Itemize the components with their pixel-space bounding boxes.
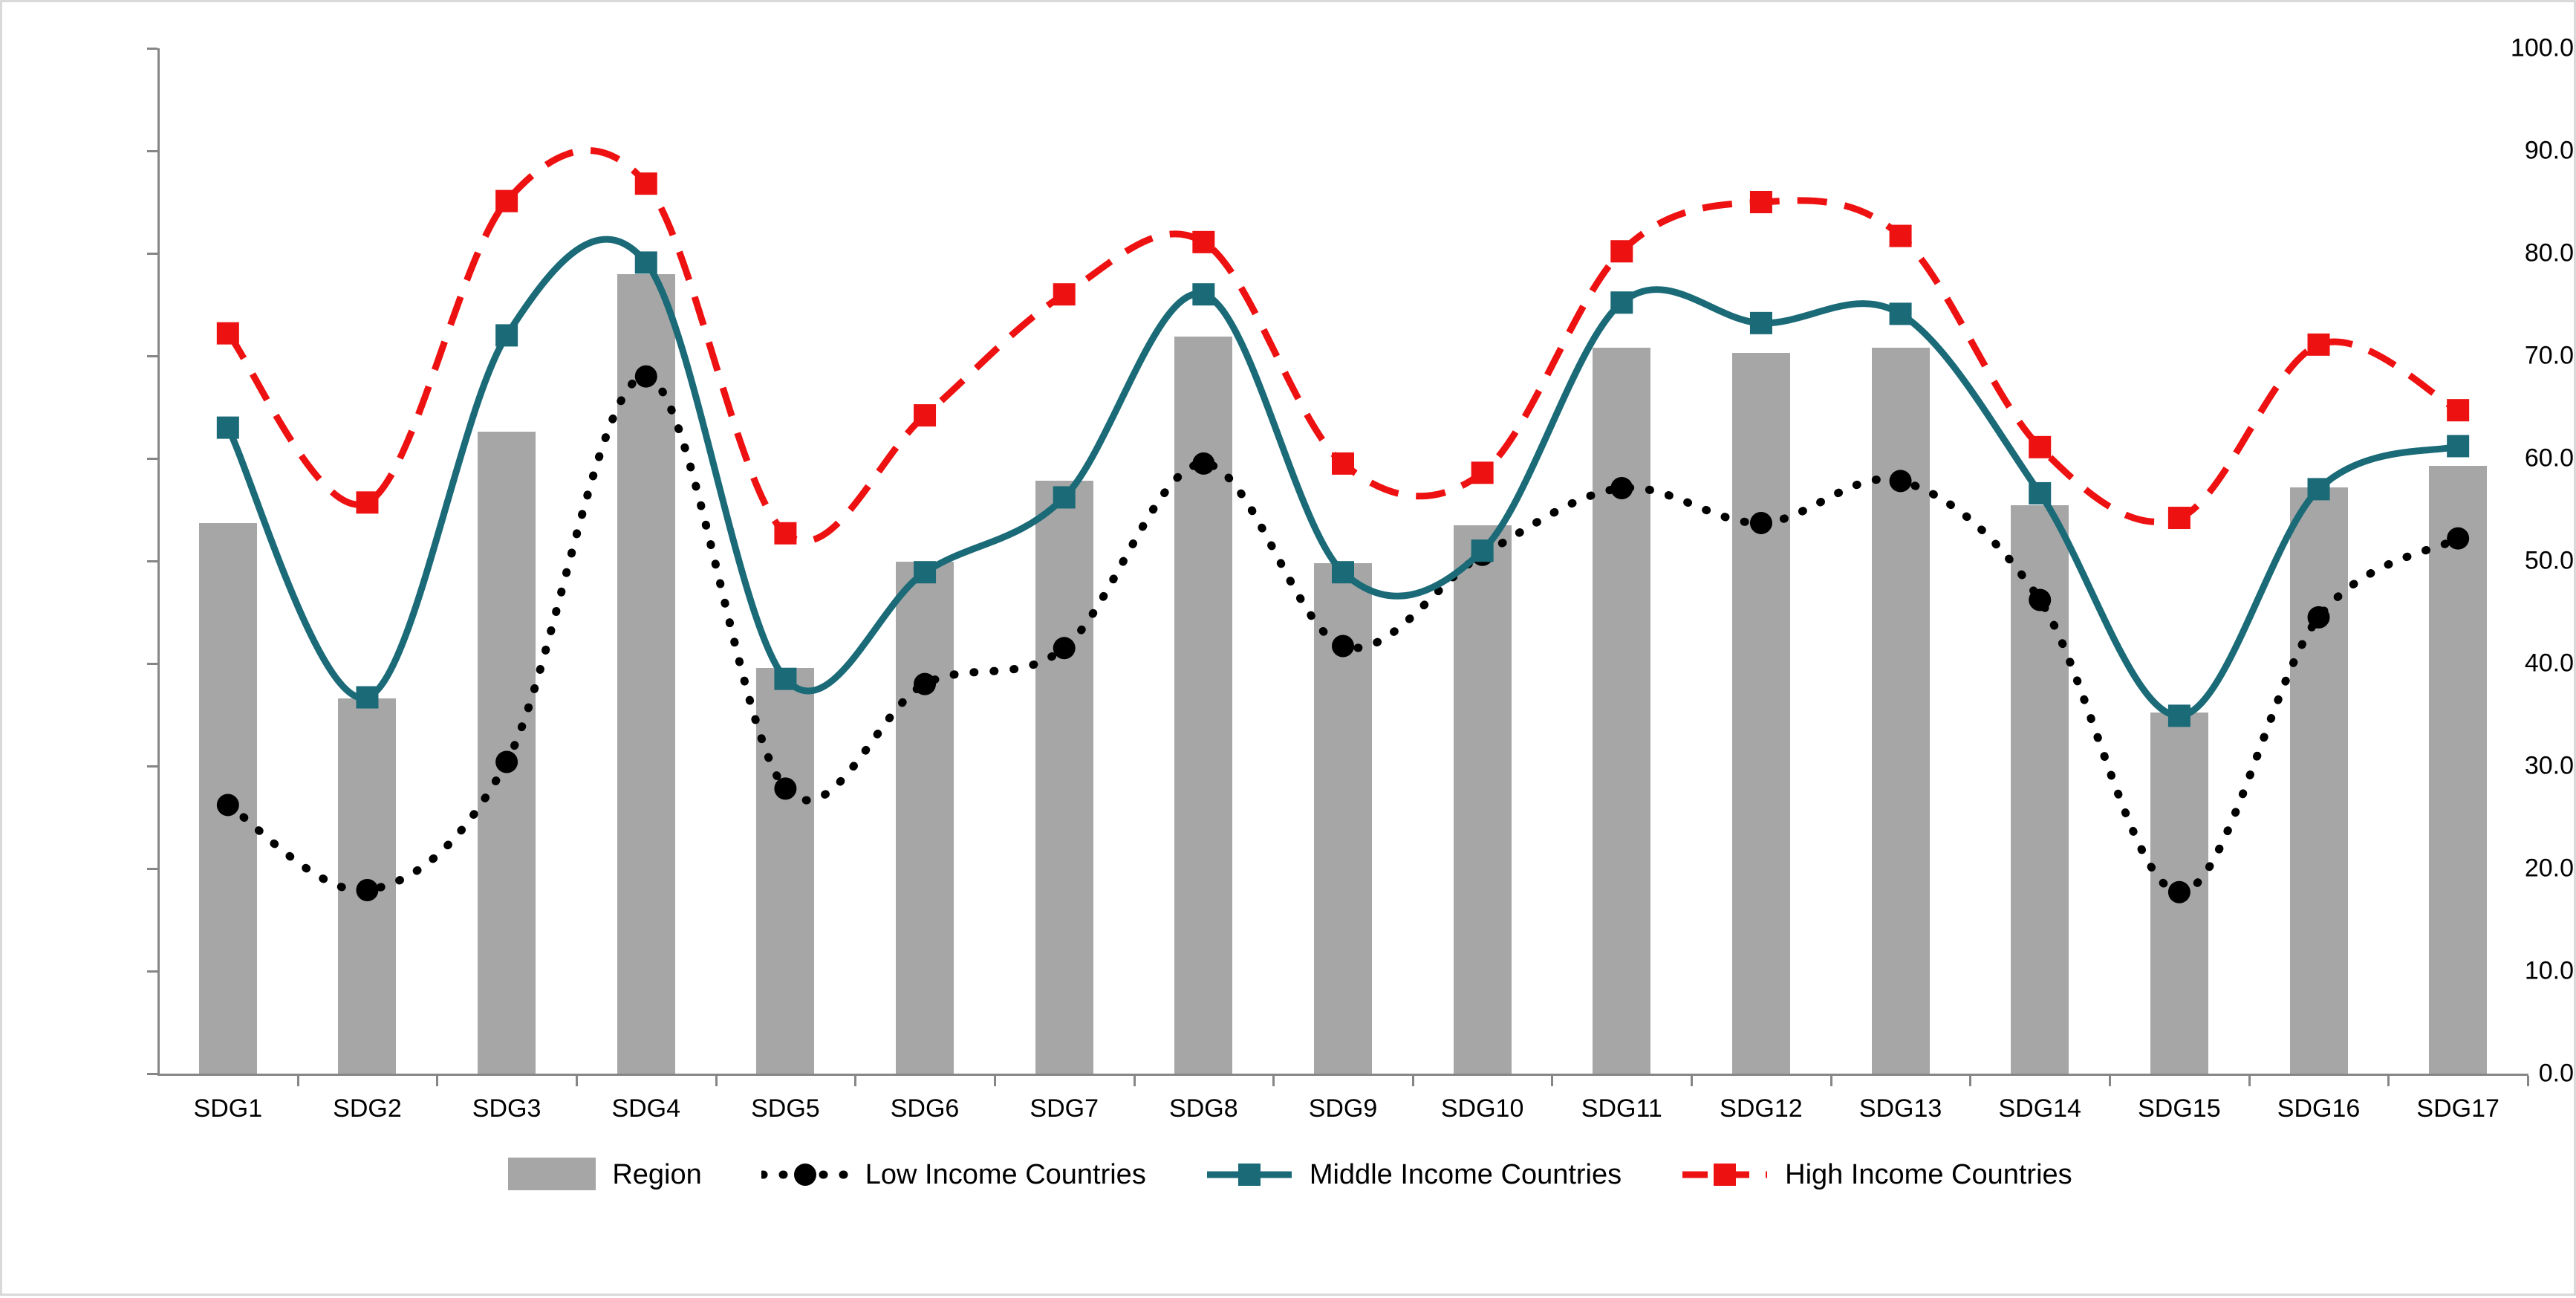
x-axis-tick-label: SDG10	[1440, 1094, 1524, 1123]
x-axis-tick-mark	[1272, 1076, 1275, 1086]
y-axis-tick-mark	[147, 458, 157, 460]
y-axis-tick-mark	[147, 1073, 157, 1075]
x-axis-tick-mark	[297, 1076, 299, 1086]
x-axis-tick-mark	[2248, 1076, 2251, 1086]
y-axis-tick-label: 80.0	[2524, 238, 2574, 267]
x-axis-tick-label: SDG1	[193, 1094, 263, 1123]
y-axis-tick-mark	[147, 765, 157, 768]
x-axis-tick-label: SDG3	[472, 1094, 541, 1123]
legend-label: Region	[612, 1158, 702, 1190]
bar-SDG15	[2150, 713, 2208, 1074]
chart-legend	[2, 1158, 2576, 1192]
legend-item[interactable]	[508, 1158, 701, 1192]
legend-swatch-icon	[1681, 1158, 1769, 1192]
x-axis-tick-label: SDG9	[1308, 1094, 1378, 1123]
legend-swatch-icon	[508, 1158, 596, 1192]
y-axis-tick-label: 40.0	[2524, 649, 2574, 678]
x-axis-line	[157, 1074, 2528, 1076]
x-axis-tick-label: SDG4	[611, 1094, 681, 1123]
y-axis-tick-mark	[147, 868, 157, 870]
bar-SDG13	[1872, 348, 1930, 1074]
legend-item[interactable]	[1681, 1158, 2072, 1192]
x-axis-tick-mark	[2527, 1076, 2529, 1086]
legend-item[interactable]	[761, 1158, 1146, 1192]
plot-area	[158, 48, 2528, 1074]
y-axis-tick-label: 30.0	[2524, 751, 2574, 780]
x-axis-tick-mark	[1691, 1076, 1693, 1086]
x-axis-tick-label: SDG15	[2138, 1094, 2221, 1123]
legend-swatch-icon	[761, 1158, 849, 1192]
y-axis-tick-label: 100.0	[2510, 33, 2574, 62]
bar-SDG3	[478, 432, 536, 1074]
x-axis-tick-label: SDG13	[1858, 1094, 1942, 1123]
bar-SDG7	[1035, 481, 1093, 1074]
x-axis-tick-mark	[1551, 1076, 1553, 1086]
legend-item[interactable]	[1206, 1158, 1622, 1192]
x-axis-tick-label: SDG5	[751, 1094, 820, 1123]
x-axis-tick-mark	[854, 1076, 856, 1086]
y-axis-tick-label: 90.0	[2524, 136, 2574, 165]
legend-label: High Income Countries	[1785, 1158, 2072, 1190]
x-axis-tick-mark	[1133, 1076, 1136, 1086]
x-axis-tick-mark	[2387, 1076, 2390, 1086]
y-axis-tick-mark	[147, 970, 157, 973]
bar-SDG6	[896, 562, 954, 1074]
y-axis-tick-mark	[147, 150, 157, 152]
bar-SDG14	[2011, 505, 2069, 1074]
bar-SDG11	[1593, 348, 1650, 1074]
y-axis-tick-mark	[147, 253, 157, 255]
x-axis-tick-label: SDG12	[1720, 1094, 1803, 1123]
bar-SDG16	[2290, 487, 2348, 1074]
bar-SDG9	[1314, 563, 1372, 1074]
x-axis-tick-label: SDG17	[2416, 1094, 2499, 1123]
x-axis-tick-mark	[1830, 1076, 1832, 1086]
bar-SDG17	[2429, 466, 2487, 1074]
y-axis-tick-label: 50.0	[2524, 546, 2574, 575]
x-axis-tick-mark	[994, 1076, 996, 1086]
y-axis-tick-label: 60.0	[2524, 444, 2574, 473]
x-axis-tick-label: SDG16	[2277, 1094, 2361, 1123]
legend-label: Low Income Countries	[865, 1158, 1146, 1190]
bar-SDG4	[617, 274, 675, 1074]
bar-SDG5	[756, 668, 814, 1074]
y-axis-tick-label: 20.0	[2524, 854, 2574, 883]
bar-SDG10	[1454, 525, 1512, 1074]
x-axis-tick-label: SDG11	[1581, 1094, 1662, 1123]
x-axis-tick-mark	[1412, 1076, 1414, 1086]
x-axis-tick-label: SDG6	[890, 1094, 960, 1123]
x-axis-tick-label: SDG7	[1030, 1094, 1099, 1123]
y-axis-tick-label: 0.0	[2538, 1059, 2574, 1088]
y-axis-tick-label: 10.0	[2524, 956, 2574, 985]
bar-SDG2	[338, 698, 396, 1074]
y-axis-tick-label: 70.0	[2524, 341, 2574, 370]
x-axis-tick-label: SDG2	[333, 1094, 402, 1123]
bar-SDG12	[1732, 353, 1790, 1074]
legend-swatch-icon	[1206, 1158, 1293, 1192]
x-axis-tick-mark	[2109, 1076, 2111, 1086]
x-axis-tick-mark	[715, 1076, 718, 1086]
x-axis-tick-mark	[576, 1076, 578, 1086]
y-axis-tick-mark	[147, 663, 157, 665]
bar-SDG1	[199, 523, 257, 1074]
x-axis-tick-label: SDG14	[1998, 1094, 2081, 1123]
y-axis-tick-mark	[147, 48, 157, 50]
legend-label: Middle Income Countries	[1309, 1158, 1622, 1190]
bar-SDG8	[1174, 337, 1232, 1074]
y-axis-tick-mark	[147, 560, 157, 562]
x-axis-tick-mark	[1969, 1076, 1971, 1086]
x-axis-tick-label: SDG8	[1169, 1094, 1238, 1123]
x-axis-tick-mark	[436, 1076, 438, 1086]
y-axis-tick-mark	[147, 355, 157, 357]
